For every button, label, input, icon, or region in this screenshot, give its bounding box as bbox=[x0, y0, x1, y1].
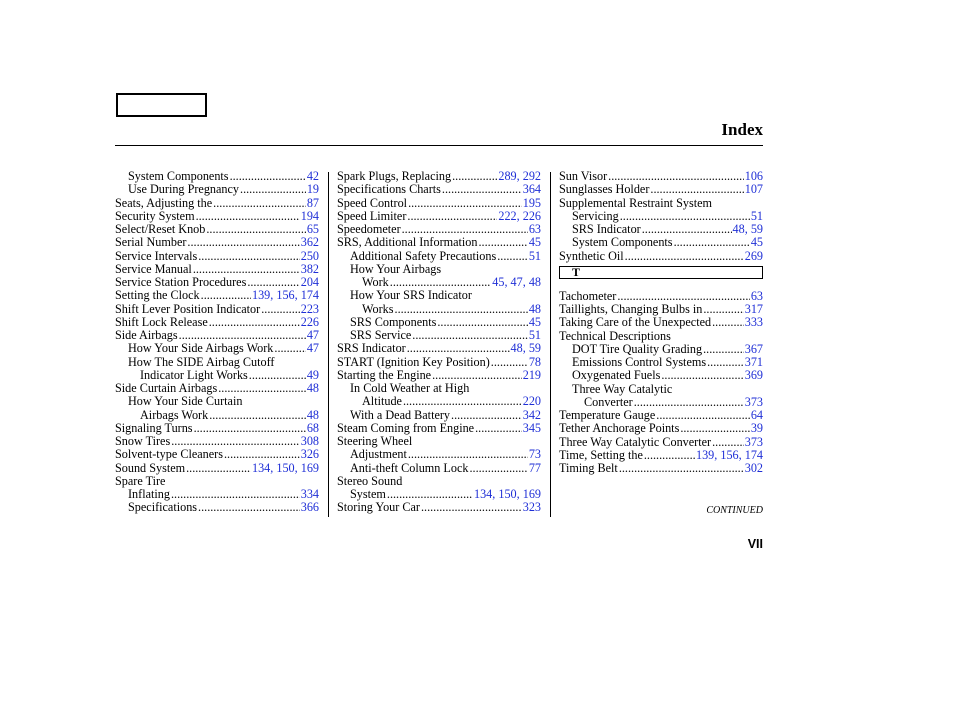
index-entry-label: Specifications bbox=[128, 500, 198, 515]
dot-leader bbox=[619, 462, 744, 475]
index-entry bbox=[115, 210, 319, 223]
index-entry bbox=[115, 356, 319, 369]
index-entry bbox=[559, 383, 763, 396]
index-entry bbox=[115, 250, 319, 263]
index-entry-label: Synthetic Oil bbox=[559, 248, 624, 263]
dot-leader bbox=[432, 369, 522, 382]
dot-leader bbox=[247, 276, 299, 289]
dot-leader bbox=[171, 488, 300, 501]
index-entry-label: Inflating bbox=[128, 487, 170, 501]
index-entry bbox=[559, 396, 763, 409]
index-entry-pages-link[interactable]: 64 bbox=[750, 408, 763, 422]
index-entry-pages-link[interactable]: 195 bbox=[522, 195, 541, 210]
index-entry bbox=[559, 223, 763, 236]
index-entry bbox=[559, 436, 763, 449]
index-entry-pages-link[interactable]: 45 bbox=[750, 235, 763, 250]
index-entry-pages-link[interactable]: 364 bbox=[522, 182, 541, 197]
index-entry-label: Side Curtain Airbags bbox=[115, 381, 218, 395]
index-entry-label: System Components bbox=[572, 235, 673, 250]
index-entry-pages-link[interactable]: 342 bbox=[522, 407, 541, 422]
dot-leader bbox=[395, 303, 528, 316]
index-entry bbox=[559, 356, 763, 369]
index-entry-pages-link[interactable]: 334 bbox=[300, 487, 319, 501]
dot-leader bbox=[408, 197, 522, 210]
index-entry-label: Shift Lock Release bbox=[115, 314, 208, 329]
column-divider-2 bbox=[550, 172, 551, 517]
dot-leader bbox=[187, 236, 299, 249]
index-entry-label: Seats, Adjusting the bbox=[115, 195, 213, 210]
index-entry-pages-link[interactable]: 366 bbox=[300, 500, 319, 515]
index-entry-label: Service Intervals bbox=[115, 248, 198, 263]
index-entry bbox=[337, 197, 541, 210]
index-entry bbox=[337, 435, 541, 448]
index-entry-label: How Your Side Airbags Work bbox=[128, 341, 274, 356]
index-entry-label: Sun Visor bbox=[559, 169, 608, 183]
index-entry-pages-link[interactable]: 139, 156, 174 bbox=[695, 447, 763, 462]
dot-leader bbox=[274, 342, 305, 355]
index-entry-pages-link[interactable]: 45 bbox=[528, 235, 541, 250]
index-entry-pages-link[interactable]: 302 bbox=[744, 461, 763, 475]
index-entry bbox=[115, 422, 319, 435]
index-entry bbox=[337, 422, 541, 435]
index-entry bbox=[115, 488, 319, 501]
index-entry-pages-link[interactable]: 326 bbox=[300, 447, 319, 462]
index-entry-label: Technical Descriptions bbox=[559, 328, 671, 343]
dot-leader bbox=[680, 422, 749, 435]
index-entry-pages-link[interactable]: 107 bbox=[744, 182, 763, 197]
dot-leader bbox=[451, 409, 522, 422]
dot-leader bbox=[179, 329, 306, 342]
index-entry-label: Spare Tire bbox=[115, 473, 166, 488]
index-entry bbox=[337, 223, 541, 236]
index-entry-pages-link[interactable]: 289, 292 bbox=[498, 169, 541, 183]
index-entry-pages-link[interactable]: 19 bbox=[306, 182, 319, 197]
dot-leader bbox=[674, 236, 750, 249]
dot-leader bbox=[209, 409, 306, 422]
index-entry-label: Spark Plugs, Replacing bbox=[337, 169, 452, 183]
index-entry-pages-link[interactable]: 48, 59 bbox=[732, 222, 763, 236]
index-entry bbox=[115, 223, 319, 236]
index-entry bbox=[559, 197, 763, 210]
index-entry-label: Taking Care of the Unexpected bbox=[559, 315, 712, 330]
index-entry-pages-link[interactable]: 48 bbox=[528, 301, 541, 316]
index-entry bbox=[337, 395, 541, 408]
index-entry-label: Indicator Light Works bbox=[140, 367, 248, 382]
dot-leader bbox=[491, 356, 528, 369]
index-entry-pages-link[interactable]: 250 bbox=[300, 248, 319, 263]
index-entry-pages-link[interactable]: 345 bbox=[522, 420, 541, 435]
index-entry-pages-link[interactable]: 139, 156, 174 bbox=[251, 288, 319, 303]
index-entry-label: Speedometer bbox=[337, 222, 401, 236]
index-entry bbox=[115, 342, 319, 355]
index-entry-label: SRS Service bbox=[350, 328, 412, 342]
index-entry-pages-link[interactable]: 63 bbox=[750, 288, 763, 303]
dot-leader bbox=[230, 170, 306, 183]
index-entry-pages-link[interactable]: 48, 59 bbox=[510, 341, 541, 356]
dot-leader bbox=[390, 276, 491, 289]
index-entry-pages-link[interactable]: 77 bbox=[528, 460, 541, 475]
continued-note: CONTINUED bbox=[706, 505, 763, 516]
index-entry-label: Altitude bbox=[362, 394, 402, 409]
index-entry-pages-link[interactable]: 42 bbox=[306, 169, 319, 183]
index-entry bbox=[115, 276, 319, 289]
dot-leader bbox=[209, 316, 300, 329]
index-entry bbox=[337, 263, 541, 276]
index-entry-pages-link[interactable]: 51 bbox=[528, 328, 541, 342]
index-entry bbox=[337, 210, 541, 223]
index-entry bbox=[337, 183, 541, 196]
index-entry bbox=[559, 343, 763, 356]
index-entry-label: Speed Control bbox=[337, 195, 408, 210]
index-column-2 bbox=[337, 170, 541, 515]
dot-leader bbox=[193, 263, 300, 276]
dot-leader bbox=[171, 435, 300, 448]
index-entry bbox=[115, 170, 319, 183]
dot-leader bbox=[475, 422, 522, 435]
index-entry-pages-link[interactable]: 78 bbox=[528, 354, 541, 369]
index-entry-label: SRS, Additional Information bbox=[337, 235, 478, 250]
dot-leader bbox=[421, 501, 522, 514]
index-entry-label: Three Way Catalytic bbox=[572, 381, 673, 396]
dot-leader bbox=[650, 183, 743, 196]
index-entry bbox=[115, 501, 319, 514]
index-letter-header: T bbox=[559, 266, 763, 279]
index-entry-label: Adjustment bbox=[350, 447, 407, 462]
index-entry bbox=[115, 395, 319, 408]
index-entry bbox=[559, 210, 763, 223]
index-entry-pages-link[interactable]: 63 bbox=[528, 222, 541, 236]
index-entry-label: Tachometer bbox=[559, 288, 617, 303]
index-entry bbox=[337, 303, 541, 316]
index-entry bbox=[115, 462, 319, 475]
dot-leader bbox=[198, 250, 299, 263]
index-entry bbox=[337, 236, 541, 249]
index-entry-pages-link[interactable]: 269 bbox=[744, 248, 763, 263]
index-entry-pages-link[interactable]: 51 bbox=[750, 208, 763, 223]
index-entry-label: How Your SRS Indicator bbox=[350, 288, 472, 303]
dot-leader bbox=[479, 236, 528, 249]
index-entry bbox=[337, 501, 541, 514]
index-entry-pages-link[interactable]: 45, 47, 48 bbox=[492, 275, 541, 289]
index-entry bbox=[115, 435, 319, 448]
index-entry bbox=[559, 369, 763, 382]
index-entry bbox=[115, 316, 319, 329]
index-entry-pages-link[interactable]: 39 bbox=[750, 421, 763, 436]
index-entry-label: How Your Airbags bbox=[350, 261, 442, 276]
dot-leader bbox=[218, 382, 306, 395]
index-entry bbox=[559, 250, 763, 263]
index-entry-pages-link[interactable]: 47 bbox=[306, 341, 319, 356]
index-entry-label: Taillights, Changing Bulbs in bbox=[559, 302, 703, 316]
index-entry-label: DOT Tire Quality Grading bbox=[572, 341, 703, 356]
index-entry-pages-link[interactable]: 226 bbox=[300, 314, 319, 329]
index-entry-label: Works bbox=[362, 301, 394, 316]
section-tab-box bbox=[116, 93, 207, 117]
index-entry bbox=[337, 289, 541, 302]
index-entry-label: Supplemental Restraint System bbox=[559, 195, 713, 210]
dot-leader bbox=[206, 223, 305, 236]
index-entry-label: Storing Your Car bbox=[337, 500, 420, 515]
dot-leader bbox=[442, 183, 522, 196]
index-entry-label: Select/Reset Knob bbox=[115, 222, 206, 236]
index-entry-pages-link[interactable]: 134, 150, 169 bbox=[251, 460, 319, 475]
index-entry-pages-link[interactable]: 371 bbox=[744, 355, 763, 369]
index-entry-label: Tether Anchorage Points bbox=[559, 421, 680, 436]
index-entry-label: Service Manual bbox=[115, 261, 192, 276]
index-entry-pages-link[interactable]: 49 bbox=[306, 367, 319, 382]
index-entry bbox=[337, 475, 541, 488]
dot-leader bbox=[703, 303, 743, 316]
index-entry bbox=[337, 356, 541, 369]
index-entry bbox=[115, 236, 319, 249]
index-entry-label: Anti-theft Column Lock bbox=[350, 460, 469, 475]
dot-leader bbox=[656, 409, 750, 422]
index-entry-label: Speed Limiter bbox=[337, 208, 407, 223]
dot-leader bbox=[617, 290, 749, 303]
index-entry-pages-link[interactable]: 68 bbox=[306, 420, 319, 435]
index-entry-label: Servicing bbox=[572, 208, 619, 223]
index-entry-pages-link[interactable]: 48 bbox=[306, 407, 319, 422]
index-entry-pages-link[interactable]: 373 bbox=[744, 434, 763, 449]
index-entry-label: Work bbox=[362, 275, 389, 289]
index-entry-pages-link[interactable]: 317 bbox=[744, 302, 763, 316]
index-entry bbox=[559, 330, 763, 343]
dot-leader bbox=[707, 356, 744, 369]
index-entry-pages-link[interactable]: 51 bbox=[528, 248, 541, 263]
index-entry bbox=[559, 409, 763, 422]
header-rule bbox=[115, 145, 763, 146]
index-entry bbox=[115, 197, 319, 210]
index-entry bbox=[337, 409, 541, 422]
index-entry bbox=[559, 449, 763, 462]
dot-leader bbox=[387, 488, 473, 501]
dot-leader bbox=[196, 210, 300, 223]
dot-leader bbox=[497, 250, 528, 263]
index-entry bbox=[115, 475, 319, 488]
index-entry bbox=[559, 183, 763, 196]
index-entry bbox=[115, 263, 319, 276]
index-entry-label: Snow Tires bbox=[115, 434, 171, 448]
index-entry-label: Airbags Work bbox=[140, 407, 209, 422]
index-entry bbox=[337, 170, 541, 183]
index-entry bbox=[559, 316, 763, 329]
dot-leader bbox=[402, 223, 528, 236]
index-entry-label: SRS Indicator bbox=[337, 341, 406, 356]
index-entry-label: Solvent-type Cleaners bbox=[115, 447, 223, 462]
index-entry-label: Steering Wheel bbox=[337, 434, 413, 448]
dot-leader bbox=[403, 395, 522, 408]
index-entry-label: Shift Lever Position Indicator bbox=[115, 301, 261, 316]
index-entry bbox=[559, 236, 763, 249]
dot-leader bbox=[452, 170, 497, 183]
index-entry bbox=[115, 369, 319, 382]
index-entry-label: SRS Components bbox=[350, 314, 437, 329]
dot-leader bbox=[712, 316, 744, 329]
dot-leader bbox=[712, 436, 744, 449]
index-entry-pages-link[interactable]: 382 bbox=[300, 261, 319, 276]
dot-leader bbox=[261, 303, 300, 316]
index-entry-pages-link[interactable]: 73 bbox=[528, 447, 541, 462]
index-entry-pages-link[interactable]: 367 bbox=[744, 341, 763, 356]
dot-leader bbox=[625, 250, 744, 263]
dot-leader bbox=[201, 289, 251, 302]
index-entry-label: With a Dead Battery bbox=[350, 407, 451, 422]
index-entry-label: Specifications Charts bbox=[337, 182, 441, 197]
index-entry-label: Converter bbox=[584, 394, 633, 409]
index-entry-pages-link[interactable]: 194 bbox=[300, 208, 319, 223]
index-entry-label: System bbox=[350, 487, 386, 501]
index-entry-pages-link[interactable]: 87 bbox=[306, 195, 319, 210]
index-entry-label: Sound System bbox=[115, 460, 186, 475]
index-entry-label: Steam Coming from Engine bbox=[337, 420, 475, 435]
column-divider-1 bbox=[328, 172, 329, 517]
dot-leader bbox=[469, 462, 527, 475]
index-entry-label: In Cold Weather at High bbox=[350, 381, 470, 395]
index-entry bbox=[115, 183, 319, 196]
index-entry-label: Timing Belt bbox=[559, 461, 618, 475]
index-entry bbox=[115, 329, 319, 342]
index-entry bbox=[559, 170, 763, 183]
index-entry-label: Signaling Turns bbox=[115, 420, 193, 435]
dot-leader bbox=[186, 462, 251, 475]
index-entry bbox=[337, 329, 541, 342]
dot-leader bbox=[642, 223, 732, 236]
index-entry bbox=[337, 488, 541, 501]
index-entry-label: Use During Pregnancy bbox=[128, 182, 240, 197]
index-entry-pages-link[interactable]: 223 bbox=[300, 301, 319, 316]
index-entry-pages-link[interactable]: 48 bbox=[306, 381, 319, 395]
index-entry-label: Time, Setting the bbox=[559, 447, 643, 462]
index-entry-label: Setting the Clock bbox=[115, 288, 200, 303]
dot-leader bbox=[224, 448, 300, 461]
index-entry bbox=[337, 250, 541, 263]
dot-leader bbox=[213, 197, 306, 210]
index-entry-label: Stereo Sound bbox=[337, 473, 403, 488]
index-entry-pages-link[interactable]: 373 bbox=[744, 394, 763, 409]
index-entry bbox=[115, 448, 319, 461]
dot-leader bbox=[703, 343, 744, 356]
index-entry-label: Starting the Engine bbox=[337, 367, 432, 382]
index-entry-label: Serial Number bbox=[115, 235, 187, 250]
index-entry-pages-link[interactable]: 333 bbox=[744, 315, 763, 330]
page-title: Index bbox=[721, 120, 763, 139]
index-column-1 bbox=[115, 170, 319, 515]
page-number: VII bbox=[747, 537, 763, 551]
index-entry bbox=[115, 382, 319, 395]
dot-leader bbox=[661, 369, 743, 382]
index-entry-pages-link[interactable]: 45 bbox=[528, 314, 541, 329]
index-entry-label: How Your Side Curtain bbox=[128, 394, 243, 409]
index-entry-pages-link[interactable]: 222, 226 bbox=[498, 208, 541, 223]
index-entry-pages-link[interactable]: 106 bbox=[744, 169, 763, 183]
index-entry bbox=[337, 369, 541, 382]
dot-leader bbox=[608, 170, 744, 183]
index-entry-pages-link[interactable]: 134, 150, 169 bbox=[473, 487, 541, 501]
index-entry bbox=[337, 276, 541, 289]
index-entry-label: How The SIDE Airbag Cutoff bbox=[128, 354, 275, 369]
index-entry bbox=[115, 409, 319, 422]
index-entry bbox=[337, 448, 541, 461]
index-entry-pages-link[interactable]: 323 bbox=[522, 500, 541, 515]
index-entry-label: Temperature Gauge bbox=[559, 408, 656, 422]
dot-leader bbox=[644, 449, 695, 462]
index-entry-label: START (Ignition Key Position) bbox=[337, 354, 490, 369]
dot-leader bbox=[407, 342, 510, 355]
index-entry-pages-link[interactable]: 308 bbox=[300, 434, 319, 448]
index-entry bbox=[559, 462, 763, 475]
index-entry-label: Additional Safety Precautions bbox=[350, 248, 497, 263]
dot-leader bbox=[194, 422, 306, 435]
index-column-3 bbox=[559, 170, 763, 475]
index-entry-pages-link[interactable]: 204 bbox=[300, 275, 319, 289]
index-entry-pages-link[interactable]: 219 bbox=[522, 367, 541, 382]
index-entry-label: Emissions Control Systems bbox=[572, 355, 707, 369]
index-entry bbox=[559, 422, 763, 435]
index-entry bbox=[337, 316, 541, 329]
dot-leader bbox=[620, 210, 750, 223]
index-entry-label: Sunglasses Holder bbox=[559, 182, 650, 197]
index-entry bbox=[559, 303, 763, 316]
dot-leader bbox=[408, 448, 528, 461]
index-entry-pages-link[interactable]: 65 bbox=[306, 222, 319, 236]
index-entry-label: System Components bbox=[128, 169, 229, 183]
index-entry-pages-link[interactable]: 369 bbox=[744, 368, 763, 383]
index-entry-label: Three Way Catalytic Converter bbox=[559, 434, 712, 449]
dot-leader bbox=[412, 329, 528, 342]
dot-leader bbox=[249, 369, 306, 382]
dot-leader bbox=[437, 316, 527, 329]
dot-leader bbox=[407, 210, 497, 223]
index-entry-pages-link[interactable]: 362 bbox=[300, 235, 319, 250]
dot-leader bbox=[634, 396, 744, 409]
index-entry-label: Oxygenated Fuels bbox=[572, 368, 661, 383]
index-entry bbox=[337, 342, 541, 355]
dot-leader bbox=[198, 501, 300, 514]
index-entry-pages-link[interactable]: 220 bbox=[522, 394, 541, 409]
index-entry-label: Side Airbags bbox=[115, 328, 178, 342]
index-entry-label: Security System bbox=[115, 208, 195, 223]
index-entry bbox=[115, 303, 319, 316]
index-entry bbox=[559, 290, 763, 303]
index-entry bbox=[337, 382, 541, 395]
index-entry bbox=[115, 289, 319, 302]
index-entry bbox=[337, 462, 541, 475]
index-entry-pages-link[interactable]: 47 bbox=[306, 328, 319, 342]
dot-leader bbox=[240, 183, 306, 196]
index-entry-label: Service Station Procedures bbox=[115, 275, 247, 289]
index-entry-label: SRS Indicator bbox=[572, 222, 641, 236]
